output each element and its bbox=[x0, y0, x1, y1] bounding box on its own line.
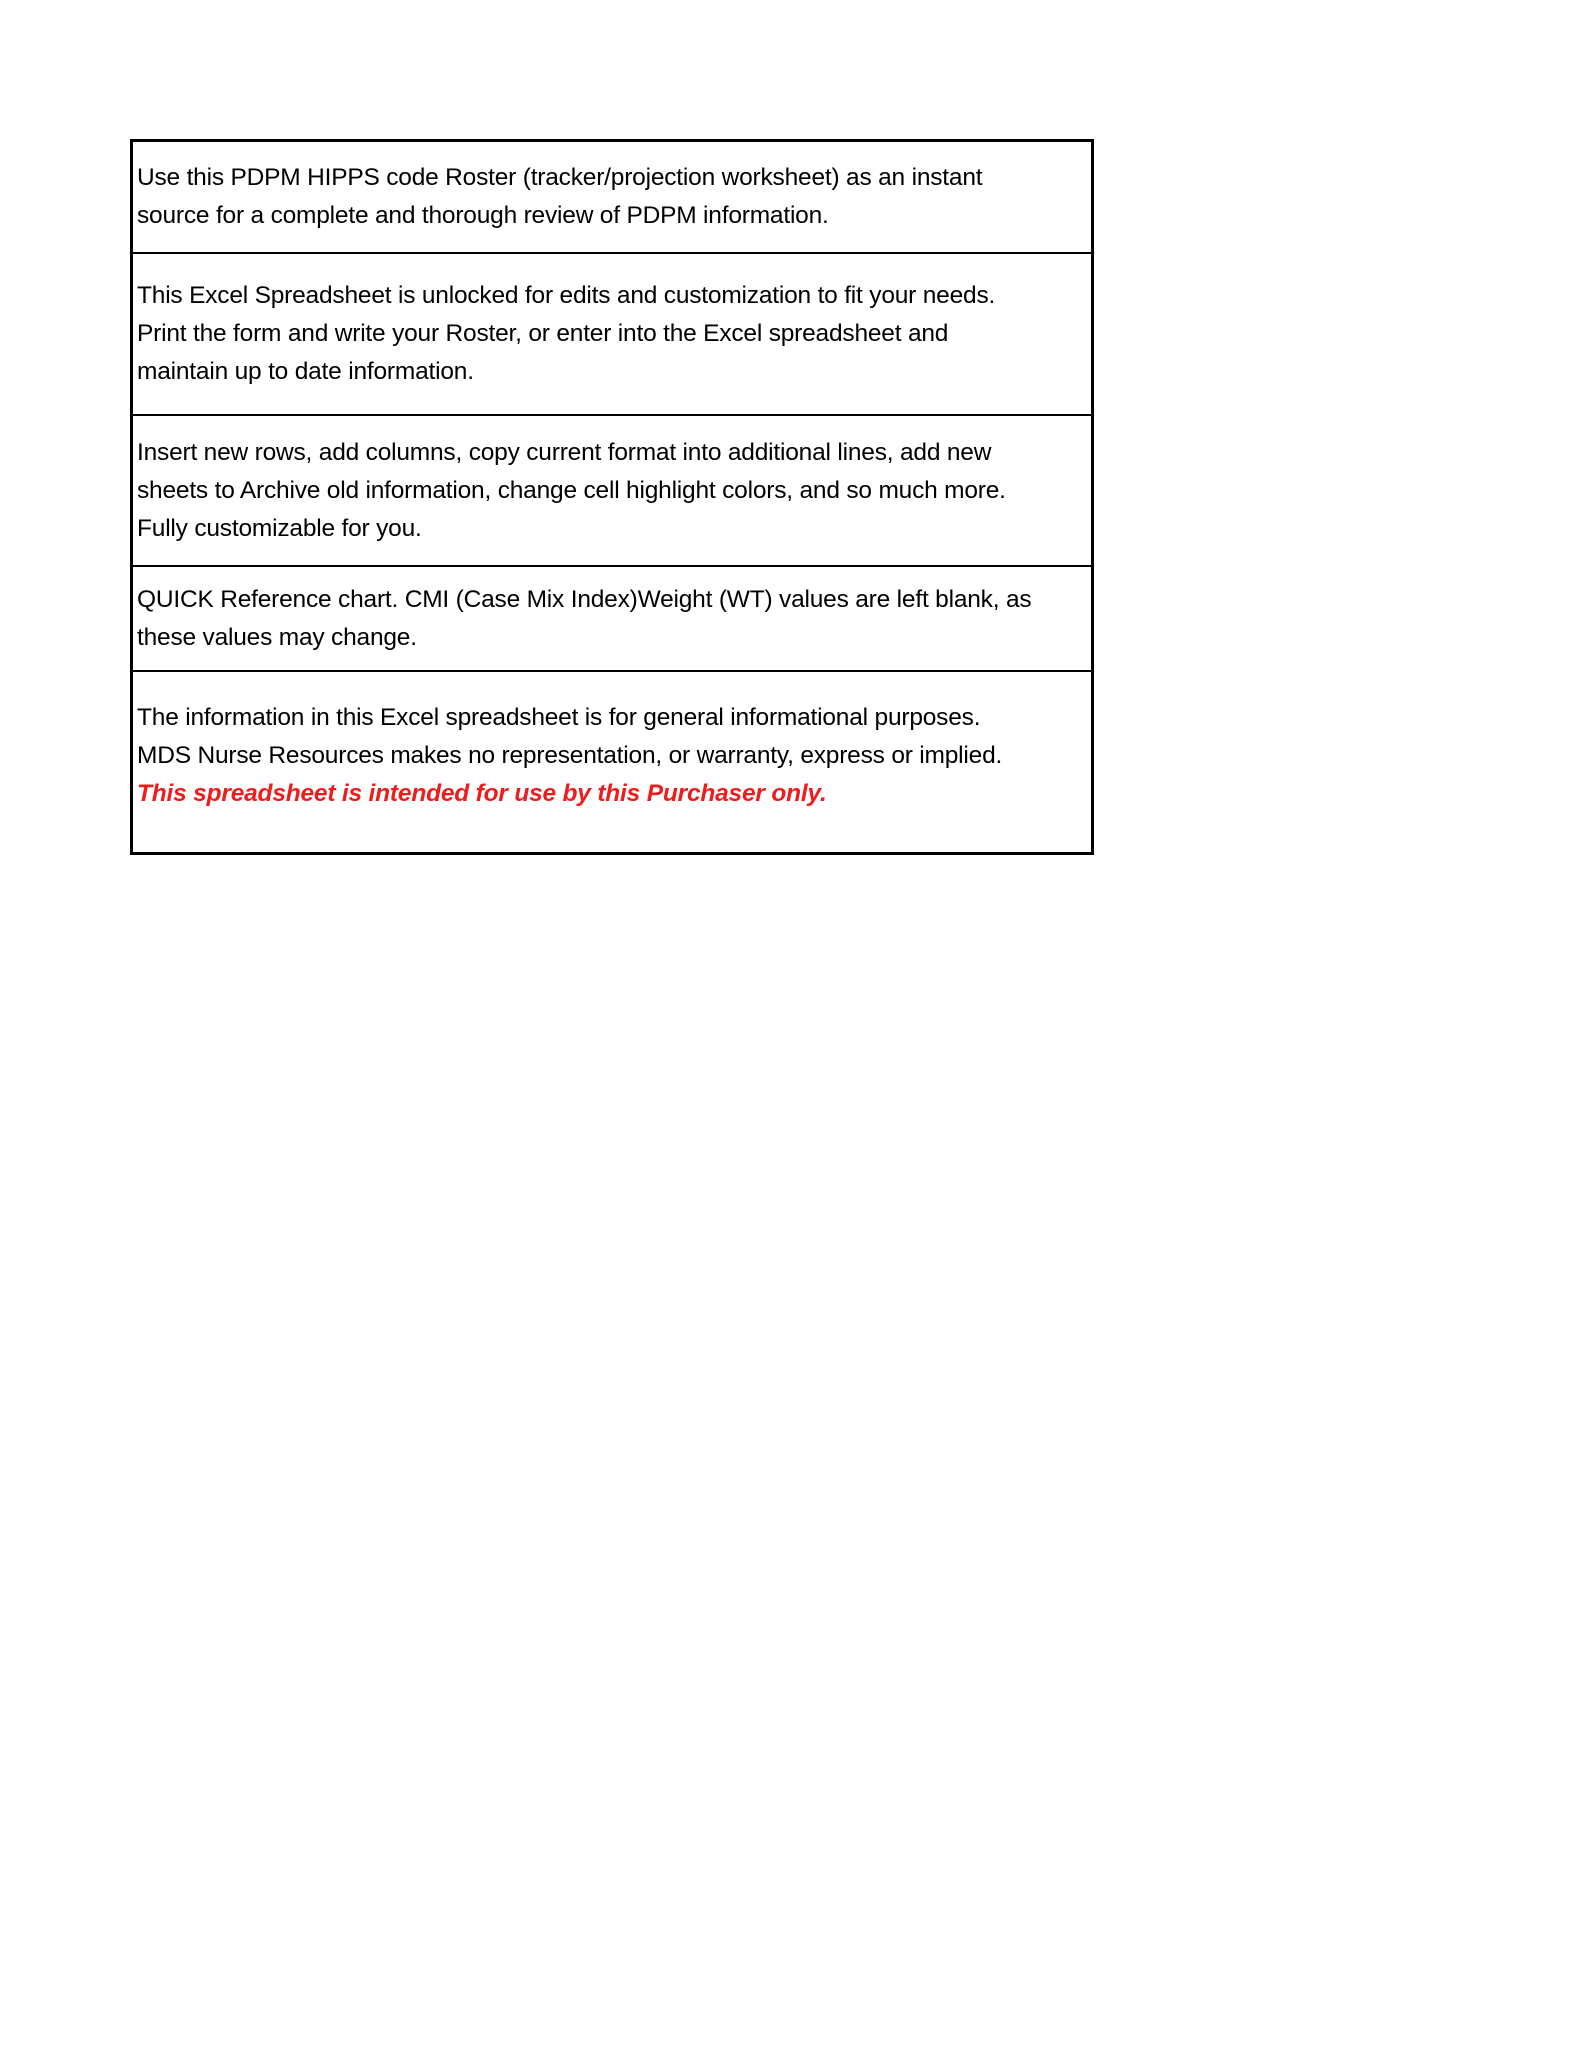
instruction-text: sheets to Archive old information, change cell highlight colors, and so much more. bbox=[137, 476, 1006, 504]
instruction-text: Print the form and write your Roster, or enter into the Excel spreadsheet and bbox=[137, 320, 949, 347]
instruction-text: source for a complete and thorough review of PDPM information. bbox=[137, 202, 829, 229]
instruction-text: Fully customizable for you. bbox=[137, 514, 422, 542]
instruction-text: maintain up to date information. bbox=[137, 358, 474, 385]
purchaser-warning-text: This spreadsheet is intended for use by this Purchaser only. bbox=[137, 780, 827, 807]
instruction-row-unlocked-spreadsheet bbox=[133, 254, 1091, 416]
instruction-text: Use this PDPM HIPPS code Roster (tracker/projection worksheet) as an instant bbox=[137, 164, 983, 191]
instructions-table bbox=[130, 139, 1094, 855]
instruction-text: This Excel Spreadsheet is unlocked for edits and customization to fit your needs. bbox=[137, 282, 996, 309]
instruction-row-roster-overview bbox=[133, 142, 1091, 254]
disclaimer-text: The information in this Excel spreadsheet is for general informational purposes. bbox=[137, 704, 981, 731]
instruction-row-quick-reference bbox=[133, 567, 1091, 672]
instruction-row-customization bbox=[133, 416, 1091, 567]
instruction-text: Insert new rows, add columns, copy current format into additional lines, add new bbox=[137, 438, 992, 466]
instruction-text: QUICK Reference chart. CMI (Case Mix Index)Weight (WT) values are left blank, as bbox=[137, 585, 1032, 613]
disclaimer-text: MDS Nurse Resources makes no representation, or warranty, express or implied. bbox=[137, 742, 1003, 769]
instruction-row-disclaimer bbox=[133, 672, 1091, 852]
instruction-text: these values may change. bbox=[137, 623, 417, 651]
